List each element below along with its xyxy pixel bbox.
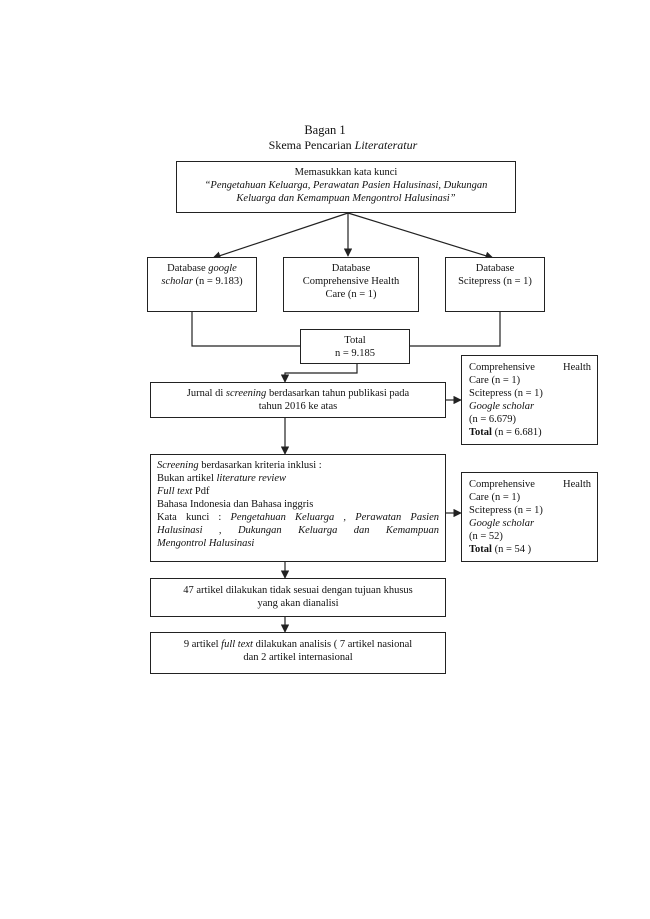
ex2-chc-a: Comprehensive	[469, 479, 535, 490]
figure-title-text: Skema Pencarian	[268, 138, 355, 152]
criteria-box	[150, 454, 446, 562]
db-chc-line-1: Database	[331, 263, 371, 274]
figure-title	[0, 138, 650, 153]
ex1-google: Google scholar	[469, 401, 535, 412]
db-google-box	[147, 257, 257, 312]
db-google-italic-1: google	[208, 263, 237, 274]
criteria-keyword-1: Pengetahuan Keluarga , Perawatan Pasien	[230, 512, 439, 523]
criteria-language: Bahasa Indonesia dan Bahasa inggris	[157, 499, 314, 510]
ex2-chc-b: Health	[563, 479, 591, 490]
db-chc-line-2: Comprehensive Health	[302, 276, 400, 287]
db-google-prefix: Database	[167, 263, 209, 274]
keyword-box	[176, 161, 516, 213]
figure-title-italic: Literateratur	[354, 138, 418, 152]
criteria-keyword-label: Kata kunci :	[157, 512, 231, 523]
db-scitepress-line-1: Database	[475, 263, 515, 274]
excluded-box-2	[461, 472, 598, 562]
criteria-pdf: Pdf	[192, 486, 210, 497]
keyword-line-2: Keluarga dan Kemampuan Mengontrol Halusinasi”	[236, 193, 456, 204]
criteria-line-1: berdasarkan kriteria inklusi :	[198, 460, 322, 471]
arrow-total-screening	[285, 364, 357, 382]
articles-47-line-1: 47 artikel dilakukan tidak sesuai dengan tujuan khusus	[183, 585, 413, 596]
keyword-line-1: “Pengetahuan Keluarga, Perawatan Pasien Halusinasi, Dukungan	[204, 180, 488, 191]
ex1-chc-n: Care (n = 1)	[469, 375, 521, 386]
total-label: Total	[344, 335, 366, 346]
criteria-screening: Screening	[157, 460, 199, 471]
ex2-chc-n: Care (n = 1)	[469, 492, 521, 503]
criteria-fulltext: Full text	[157, 486, 193, 497]
db-chc-box	[283, 257, 419, 312]
keyword-heading: Memasukkan kata kunci	[294, 167, 398, 178]
ex1-total-n: (n = 6.681)	[491, 427, 542, 438]
ex1-chc-a: Comprehensive	[469, 362, 535, 373]
total-count: n = 9.185	[334, 348, 376, 359]
line-google-total	[192, 312, 300, 346]
db-google-italic-2: scholar	[161, 276, 193, 287]
articles-9-suffix: dilakukan analisis ( 7 artikel nasional	[252, 639, 413, 650]
screening-line-2: tahun 2016 ke atas	[258, 401, 338, 412]
arrow-to-scitepress	[348, 213, 493, 258]
db-scitepress-box	[445, 257, 545, 312]
ex1-scitepress: Scitepress (n = 1)	[469, 388, 543, 399]
ex1-total-label: Total	[469, 427, 492, 438]
articles-9-line-2: dan 2 artikel internasional	[243, 652, 353, 663]
figure-label: Bagan 1	[304, 123, 346, 137]
line-scitepress-total	[410, 312, 500, 346]
articles-9-prefix: 9 artikel	[183, 639, 222, 650]
articles-47-line-2: yang akan dianalisi	[257, 598, 339, 609]
ex2-google-n: (n = 52)	[469, 531, 503, 542]
ex2-scitepress: Scitepress (n = 1)	[469, 505, 543, 516]
criteria-keyword-3: Mengontrol Halusinasi	[157, 538, 255, 549]
ex2-total-n: (n = 54 )	[491, 544, 532, 555]
screening-italic: screening	[225, 388, 267, 399]
db-chc-line-3: Care (n = 1)	[325, 289, 377, 300]
screening-year-box	[150, 382, 446, 418]
excluded-box-1	[461, 355, 598, 445]
db-scitepress-line-2: Scitepress (n = 1)	[458, 276, 532, 287]
ex1-google-n: (n = 6.679)	[469, 414, 517, 425]
screening-prefix: Jurnal di	[186, 388, 226, 399]
criteria-keyword-2: Halusinasi , Dukungan Keluarga dan Kemampuan	[157, 525, 439, 536]
ex2-total-label: Total	[469, 544, 492, 555]
screening-suffix: berdasarkan tahun publikasi pada	[266, 388, 410, 399]
arrow-to-google	[213, 213, 348, 258]
articles-47-box	[150, 578, 446, 617]
articles-9-italic: full text	[221, 639, 253, 650]
criteria-line-2-italic: literature review	[216, 473, 286, 484]
ex1-chc-b: Health	[563, 362, 591, 373]
ex2-google: Google scholar	[469, 518, 535, 529]
articles-9-box	[150, 632, 446, 674]
db-google-count: (n = 9.183)	[192, 276, 243, 287]
criteria-line-2-prefix: Bukan artikel	[157, 473, 217, 484]
total-box	[300, 329, 410, 364]
